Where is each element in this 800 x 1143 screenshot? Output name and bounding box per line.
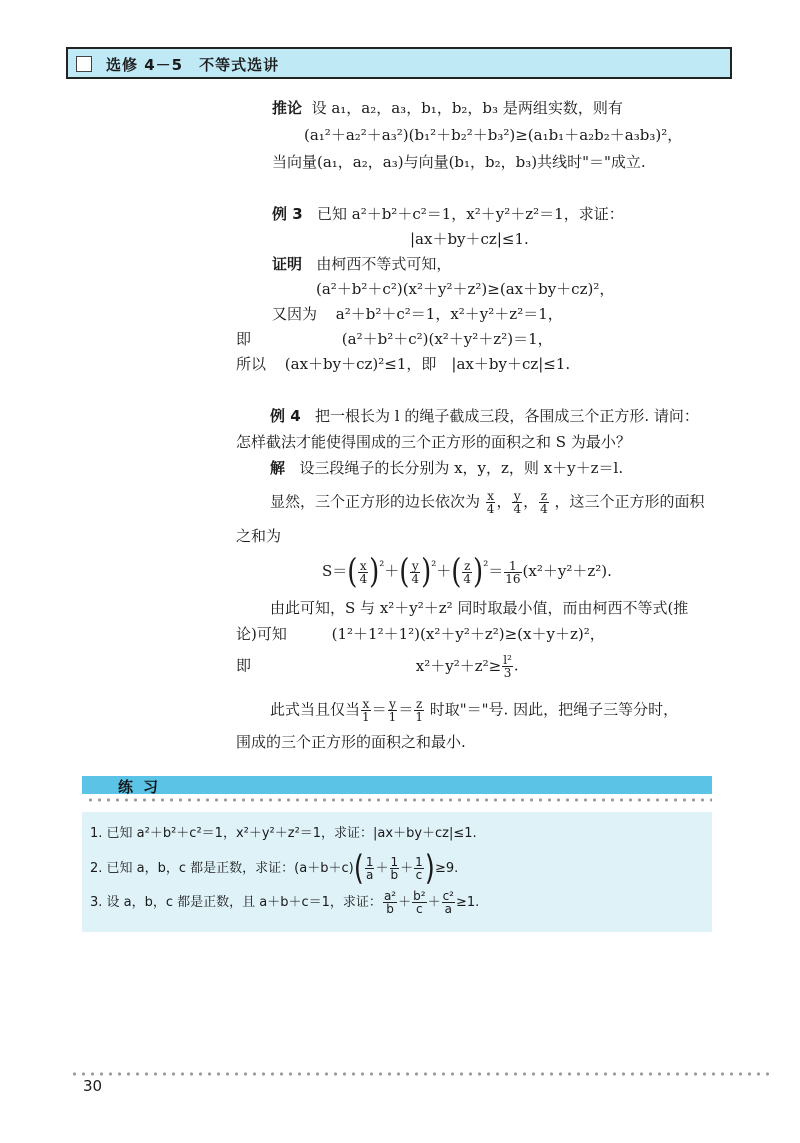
example3-line-4: (a²＋b²＋c²)(x²＋y²＋z²)≥(ax＋by＋cz)²， [316, 280, 615, 298]
example3-line-1: 例 3 已知 a²＋b²＋c²＝1，x²＋y²＋z²＝1，求证： [272, 205, 624, 223]
example3-line-3: 证明 由柯西不等式可知， [272, 255, 452, 273]
solution-label: 解 [270, 459, 286, 477]
s-formula: S＝( $\frac{x}{4}$ )$^{^2}$＋( $\frac{y}{4}$ )$^{^2}$＋( $\frac{z}{4}$ )$^{^2}$＝ $\frac{1}{16}$ (x²＋y²＋z²). [322, 552, 612, 592]
frac-y-4: $\frac{y}{4}$ [513, 489, 522, 516]
exercise-1: 1. 已知 a²＋b²＋c²＝1，x²＋y²＋z²＝1，求证：|ax＋by＋cz|≤1. [90, 826, 477, 841]
example3-line-2: |ax＋by＋cz|≤1. [410, 230, 529, 248]
frac-l2-3: $\frac{\text{l²}}{3}$ [503, 653, 512, 680]
example4-line-10: 此式当且仅当 $\frac{x}{1}$ ＝ $\frac{y}{1}$ ＝ $\frac{z}{1}$ 时取"＝"号. 因此，把绳子三等分时， [270, 697, 679, 724]
example4-label: 例 4 [270, 407, 301, 425]
footer-dotted-divider [70, 1072, 770, 1076]
example4-line-4: 显然，三个正方形的边长依次为 $\frac{x}{4}$ ， $\frac{y}{4}$ ， $\frac{z}{4}$ ，这三个正方形的面积 [270, 489, 705, 516]
frac-z-4: $\frac{z}{4}$ [540, 489, 548, 516]
corollary-line-3: 当向量(a₁，a₂，a₃)与向量(b₁，b₂，b₃)共线时"＝"成立. [272, 153, 646, 171]
frac-x-4: $\frac{x}{4}$ [486, 489, 495, 516]
example4-line-3: 解 设三段绳子的长分别为 x，y，z，则 x＋y＋z＝l. [270, 459, 624, 477]
example3-line-5: 又因为 a²＋b²＋c²＝1，x²＋y²＋z²＝1， [272, 305, 563, 323]
dotted-divider [86, 798, 712, 802]
example4-line-7: 由此可知，S 与 x²＋y²＋z² 同时取最小值，而由柯西不等式(推 [270, 599, 689, 617]
example3-label: 例 3 [272, 205, 303, 223]
exercise-3: 3. 设 a，b，c 都是正数，且 a＋b＋c＝1，求证： $\frac{\text{a²}}{b}$ ＋ $\frac{\text{b²}}{c}$ ＋ $\frac{\text{c²}}{a}$ ≥1. [90, 889, 480, 916]
corollary-line-1: 推论 设 a₁，a₂，a₃，b₁，b₂，b₃ 是两组实数，则有 [272, 99, 623, 117]
corollary-label: 推论 [272, 99, 303, 117]
exercise-title: 练习 [118, 778, 169, 796]
example3-line-6: 即 (a²＋b²＋c²)(x²＋y²＋z²)＝1， [236, 330, 553, 348]
exercise-box [82, 812, 712, 932]
exercise-title-bar [82, 776, 712, 794]
chapter-header [66, 47, 732, 79]
example4-line-11: 围成的三个正方形的面积之和最小. [236, 733, 466, 751]
example3-line-7: 所以 (ax＋by＋cz)²≤1，即 |ax＋by＋cz|≤1. [236, 355, 571, 373]
chapter-title: 选修 4－5 不等式选讲 [106, 56, 280, 74]
exercise-2: 2. 已知 a，b，c 都是正数，求证：(a＋b＋c)( $\frac{1}{a}$ ＋ $\frac{1}{b}$ ＋ $\frac{1}{c}$ )≥9. [90, 849, 459, 888]
proof-label: 证明 [272, 255, 303, 273]
header-square-icon [76, 56, 92, 72]
page-number: 30 [83, 1077, 103, 1095]
example4-line-5: 之和为 [236, 527, 282, 545]
example4-line-2: 怎样截法才能使得围成的三个正方形的面积之和 S 为最小？ [236, 433, 631, 451]
example4-line-8: 论)可知 (1²＋1²＋1²)(x²＋y²＋z²)≥(x＋y＋z)²， [236, 625, 605, 643]
example4-line-9: 即 x²＋y²＋z²≥ $\frac{\text{l²}}{3}$ . [236, 653, 519, 680]
example4-line-1: 例 4 把一根长为 l 的绳子截成三段，各围成三个正方形. 请问： [270, 407, 699, 425]
corollary-line-2: (a₁²＋a₂²＋a₃²)(b₁²＋b₂²＋b₃²)≥(a₁b₁＋a₂b₂＋a₃b₃)²， [304, 126, 683, 144]
